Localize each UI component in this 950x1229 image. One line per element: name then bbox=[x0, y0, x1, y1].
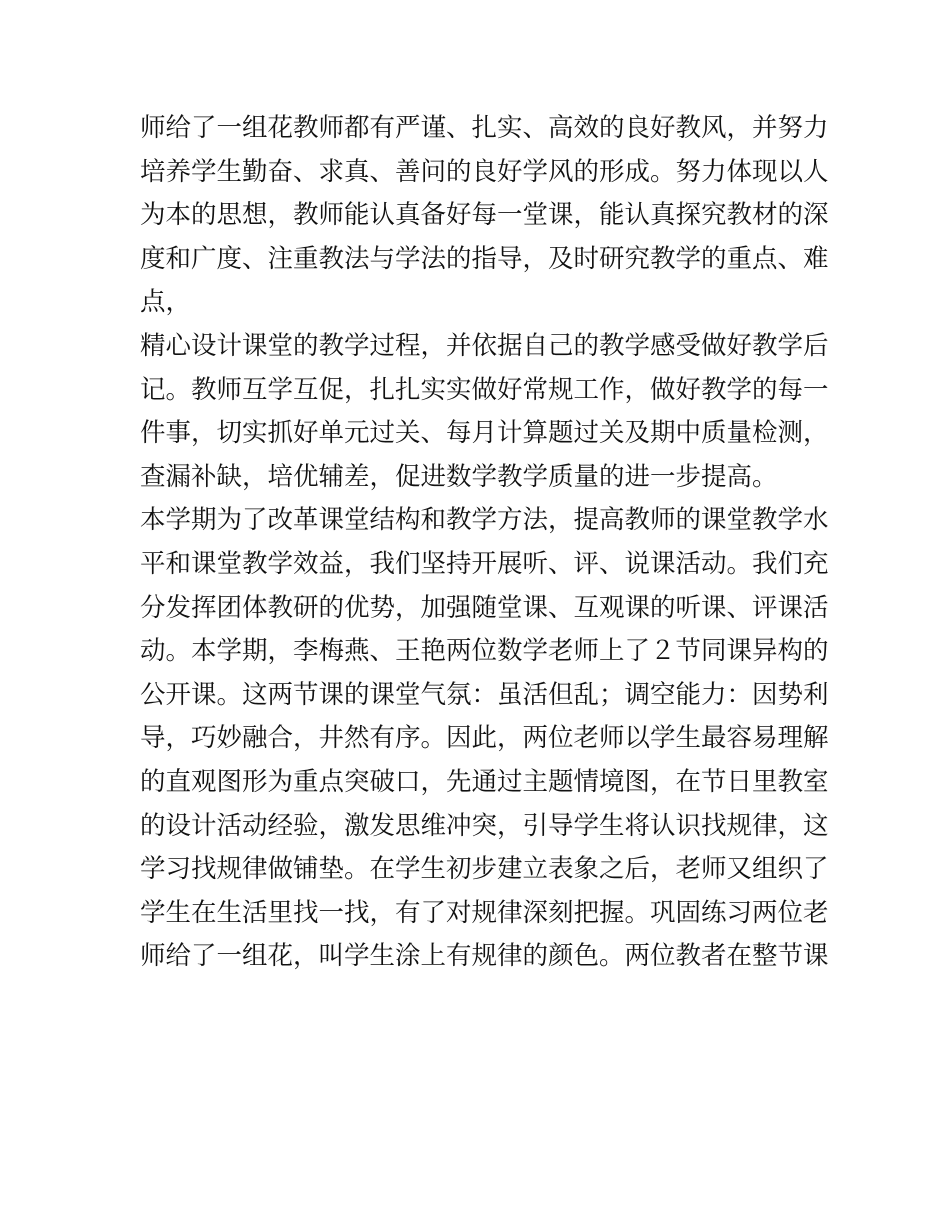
text-line: 件事，切实抓好单元过关、每月计算题过关及期中质量检测， bbox=[140, 418, 829, 449]
text-line: 为本的思想，教师能认真备好每一堂课，能认真探究教材的深 bbox=[140, 200, 829, 231]
text-line: 的直观图形为重点突破口，先通过主题情境图，在节日里教室 bbox=[140, 766, 829, 797]
text-line: 查漏补缺，培优辅差，促进数学教学质量的进一步提高。 bbox=[140, 461, 778, 492]
text-line: 本学期为了改革课堂结构和教学方法，提高教师的课堂教学水 bbox=[140, 505, 829, 536]
text-line: 的设计活动经验，激发思维冲突，引导学生将认识找规律，这 bbox=[140, 810, 829, 841]
text-line: 导，巧妙融合，井然有序。因此，两位老师以学生最容易理解 bbox=[140, 723, 829, 754]
text-line: 师给了一组花教师都有严谨、扎实、高效的良好教风，并努力 bbox=[140, 113, 829, 143]
text-line: 点， bbox=[140, 287, 192, 318]
text-line: 度和广度、注重教法与学法的指导，及时研究教学的重点、难 bbox=[140, 243, 829, 274]
text-line: 公开课。这两节课的课堂气氛：虽活但乱；调空能力：因势利 bbox=[140, 679, 829, 710]
text-line: 分发挥团体教研的优势，加强随堂课、互观课的听课、评课活 bbox=[140, 592, 829, 623]
text-line: 平和课堂教学效益，我们坚持开展听、评、说课活动。我们充 bbox=[140, 548, 829, 579]
body-text bbox=[140, 107, 829, 979]
text-line: 动。本学期，李梅燕、王艳两位数学老师上了２节同课异构的 bbox=[140, 636, 829, 667]
text-line: 学生在生活里找一找，有了对规律深刻把握。巩固练习两位老 bbox=[140, 897, 829, 928]
text-line: 师给了一组花，叫学生涂上有规律的颜色。两位教者在整节课 bbox=[140, 941, 829, 972]
text-line: 精心设计课堂的教学过程，并依据自己的教学感受做好教学后 bbox=[140, 330, 829, 361]
text-line: 记。教师互学互促，扎扎实实做好常规工作，做好教学的每一 bbox=[140, 374, 829, 405]
text-line: 培养学生勤奋、求真、善问的良好学风的形成。努力体现以人 bbox=[140, 156, 829, 187]
text-line: 学习找规律做铺垫。在学生初步建立表象之后，老师又组织了 bbox=[140, 854, 829, 885]
